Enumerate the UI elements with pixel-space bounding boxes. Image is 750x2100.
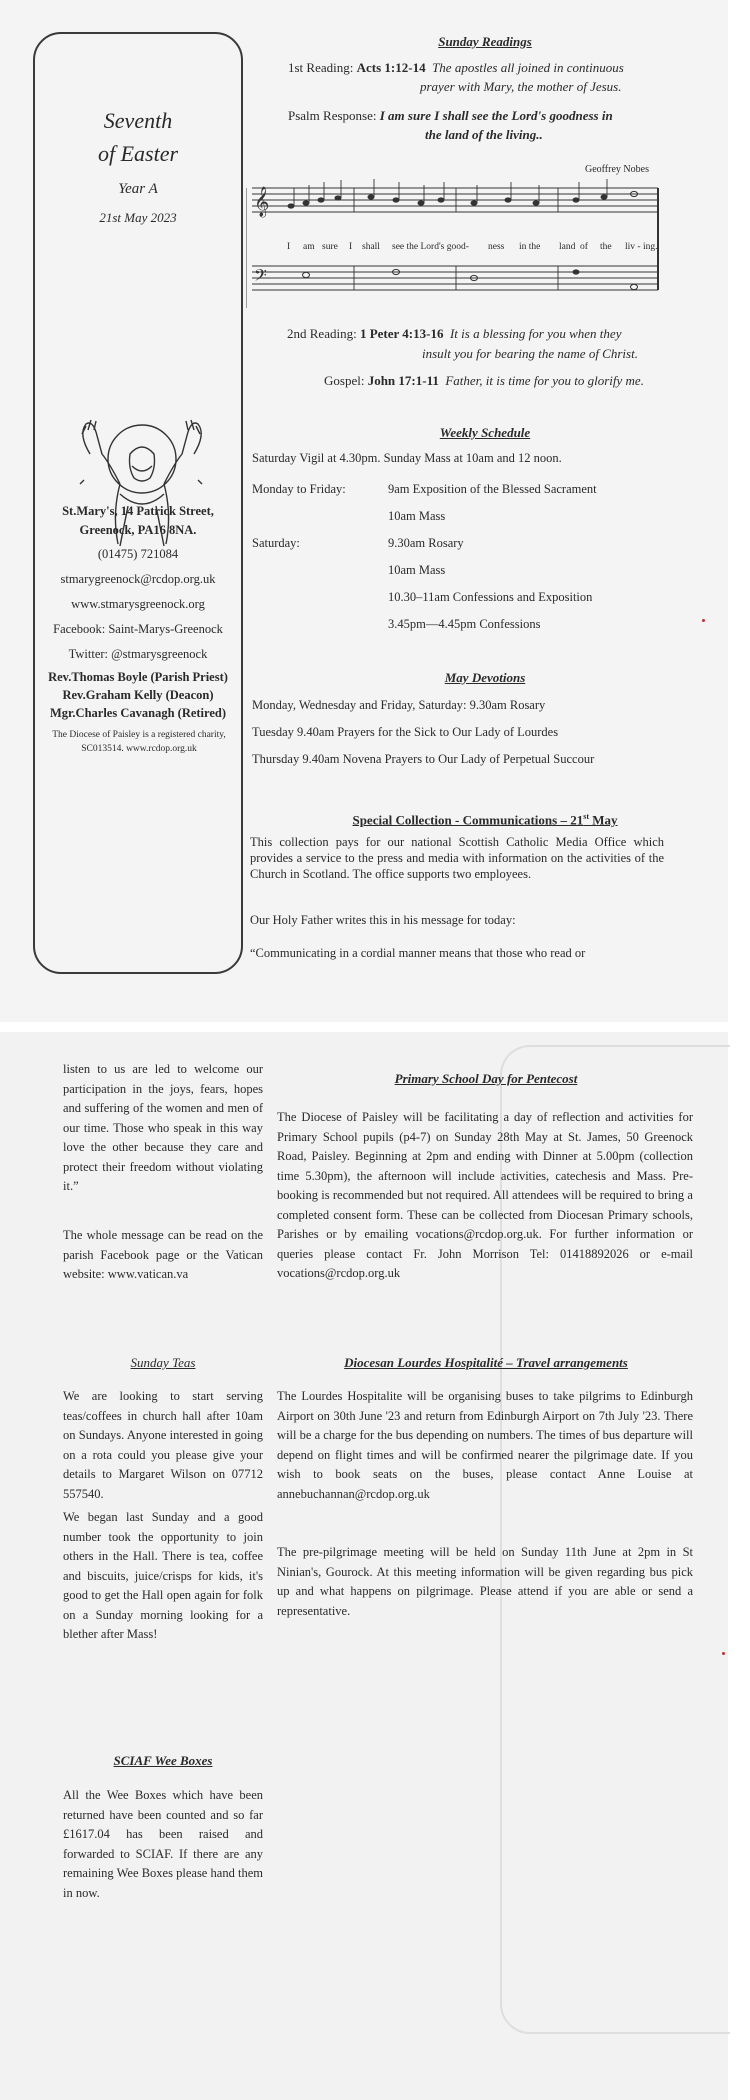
first-reading-text: The apostles all joined in continuous: [432, 60, 624, 75]
facebook-link[interactable]: Facebook: Saint-Marys-Greenock: [53, 622, 223, 636]
pentecost-heading: Primary School Day for Pentecost: [394, 1071, 578, 1086]
psalm-response: [288, 106, 728, 125]
sidebar-date: 21st May 2023: [99, 210, 177, 225]
devotions-line: Tuesday 9.40am Prayers for the Sick to Our Lady of Lourdes: [252, 725, 559, 739]
second-reading: [287, 324, 727, 343]
schedule-item: 10.30–11am Confessions and Exposition: [388, 590, 593, 604]
website-link[interactable]: www.stmarysgreenock.org: [71, 597, 205, 611]
lyric-word: the: [600, 242, 612, 252]
pentecost-paragraph: The Diocese of Paisley will be facilitating a day of reflection and activities for Primary School pupils (p4-7) on Sunday 28th May at St. James, 50 Greenock Road, Paisley. Beginning at 2pm and ending with Dinner at 5.00pm (collection time 5.30pm), the afternoon will include activities, catechesis and Mass. Pre-booking is recommended but not required. All attendees will be required to bring a completed consent form. These can be collected from Diocesan Primary schools, Parishes or by emailing vocations@rcdop.org.uk. For further information or queries please contact Fr. John Morrison Tel: 01418892026 or e-mail vocations@rcdop.org.uk: [277, 1110, 693, 1280]
lyric-word: see the Lord's good-: [392, 242, 469, 252]
twitter-link[interactable]: Twitter: @stmarysgreenock: [68, 647, 208, 661]
schedule-day: Saturday:: [252, 536, 300, 550]
lourdes-heading: Diocesan Lourdes Hospitalité – Travel arrangements: [344, 1355, 628, 1370]
charity-line2: SC013514. www.rcdop.org.uk: [81, 744, 197, 754]
collection-quote-start: “Communicating in a cordial manner means that those who read or: [250, 946, 586, 960]
schedule-day: Monday to Friday:: [252, 482, 346, 496]
devotions-line: Thursday 9.40am Novena Prayers to Our Lady of Perpetual Succour: [252, 752, 595, 766]
gospel-ref: John 17:1-11: [367, 373, 439, 388]
svg-text:𝄢: 𝄢: [254, 267, 267, 289]
collection-paragraph: The whole message can be read on the parish Facebook page or the Vatican website: www.vatican.va: [63, 1228, 263, 1281]
second-reading-text-2: insult you for bearing the name of Christ.: [422, 346, 638, 361]
lyric-word: shall: [362, 242, 380, 252]
schedule-heading: Weekly Schedule: [439, 425, 531, 440]
lyric-word: ness: [488, 242, 505, 252]
readings-heading: Sunday Readings: [438, 34, 532, 49]
charity-notice: [41, 728, 237, 756]
sidebar-year: Year A: [118, 181, 158, 197]
collection-heading: Special Collection - Communications – 21st May: [352, 812, 618, 828]
clergy-priest: Rev.Thomas Boyle (Parish Priest): [48, 670, 228, 684]
schedule-item: 10am Mass: [388, 563, 446, 577]
lourdes-paragraph: The Lourdes Hospitalite will be organising buses to take pilgrims to Edinburgh Airport on 30th June '23 and return from Edinburgh Airport on 7th July '23. There will be a charge for the bus depending on numbers. The times of bus departure will depend on flight times and will be confirmed nearer the pilgrimage date. If you wish to book seats on the buses, please contact Anne Louise at annebuchannan@rcdop.org.uk: [277, 1389, 693, 1501]
lyric-word: I: [349, 242, 353, 252]
first-reading-label: 1st Reading:: [288, 60, 357, 75]
devotions-heading: May Devotions: [444, 670, 526, 685]
collection-paragraph: This collection pays for our national Scottish Catholic Media Office which provides a service to the press and media with information on the activities of the Church in Scotland. The office supports two employees.: [250, 835, 664, 881]
address-line2: Greenock, PA16 8NA.: [79, 523, 197, 537]
schedule-item: 9.30am Rosary: [388, 536, 464, 550]
schedule-item: 9am Exposition of the Blessed Sacrament: [388, 482, 597, 496]
second-reading-ref: 1 Peter 4:13-16: [359, 326, 444, 341]
lyric-word: of: [580, 242, 588, 252]
schedule-item: 10am Mass: [388, 509, 446, 523]
psalm-text: I am sure I shall see the Lord's goodness in: [379, 108, 613, 123]
second-reading-text: It is a blessing for you when they: [449, 326, 622, 341]
clergy-retired: Mgr.Charles Cavanagh (Retired): [49, 706, 227, 720]
second-reading-label: 2nd Reading:: [287, 326, 360, 341]
speck: [702, 619, 705, 622]
teas-paragraph: We began last Sunday and a good number took the opportunity to join others in the Hall. There is tea, coffee and biscuits, juice/crisps for kids, it's good to get the Hall open again for folk on a Sunday morning looking for a blether after Mass!: [63, 1510, 263, 1641]
first-reading-ref: Acts 1:12-14: [356, 60, 426, 75]
psalm-text-2: the land of the living..: [425, 127, 543, 142]
sidebar-title-line2: of Easter: [97, 141, 179, 166]
schedule-item: 3.45pm—4.45pm Confessions: [388, 617, 541, 631]
lyric-word: liv - ing.: [625, 242, 658, 252]
sidebar-title-line1: Seventh: [103, 108, 173, 133]
svg-text:𝄞: 𝄞: [254, 187, 270, 216]
charity-line1: The Diocese of Paisley is a registered charity,: [52, 730, 226, 740]
vigil-times: Saturday Vigil at 4.30pm. Sunday Mass at 10am and 12 noon.: [252, 451, 562, 465]
first-reading-text-2: prayer with Mary, the mother of Jesus.: [420, 79, 622, 94]
email-link[interactable]: stmarygreenock@rcdop.org.uk: [60, 572, 216, 586]
address-line1: St.Mary's, 14 Patrick Street,: [62, 504, 214, 518]
speck: [722, 1652, 725, 1655]
lyric-word: sure: [322, 242, 338, 252]
collection-quote-continued: listen to us are led to welcome our participation in the joys, fears, hopes and suffering of the women and men of our time. Those who speak in this way love the other because they care and protect their freedom without violating it.”: [63, 1062, 263, 1193]
sidebar-panel: [33, 32, 243, 974]
devotions-line: Monday, Wednesday and Friday, Saturday: 9.30am Rosary: [252, 698, 546, 712]
lyric-word: I: [287, 242, 291, 252]
teas-heading: Sunday Teas: [130, 1355, 196, 1370]
psalm-label: Psalm Response:: [288, 108, 380, 123]
sciaf-heading: SCIAF Wee Boxes: [113, 1753, 213, 1768]
lyric-word: am: [303, 242, 315, 252]
gospel: [324, 371, 724, 390]
teas-paragraph: We are looking to start serving teas/coffees in church hall after 10am on Sundays. Anyone interested in going on a rota could you please give your details to Margaret Wilson on 07712 557540.: [63, 1389, 263, 1501]
phone-number: (01475) 721084: [97, 547, 179, 561]
lourdes-paragraph: The pre-pilgrimage meeting will be held on Sunday 11th June at 2pm in St Ninian's, Gourock. At this meeting information will be given regarding bus pick up and what happens on pilgrimage. Please attend if you are able or send a representative.: [277, 1545, 693, 1618]
lyric-word: in the: [519, 242, 541, 252]
music-score: [246, 158, 664, 313]
gospel-label: Gospel:: [324, 373, 368, 388]
composer: Geoffrey Nobes: [585, 164, 649, 175]
clergy-deacon: Rev.Graham Kelly (Deacon): [62, 688, 214, 702]
sciaf-paragraph: All the Wee Boxes which have been returned have been counted and so far £1617.04 has been raised and forwarded to SCIAF. If there are any remaining Wee Boxes please hand them in now.: [63, 1788, 263, 1900]
collection-paragraph: Our Holy Father writes this in his message for today:: [250, 913, 516, 927]
lyric-word: land: [559, 242, 576, 252]
gospel-text: Father, it is time for you to glorify me.: [445, 373, 644, 388]
page-one: [0, 0, 728, 1022]
first-reading: [288, 58, 728, 77]
